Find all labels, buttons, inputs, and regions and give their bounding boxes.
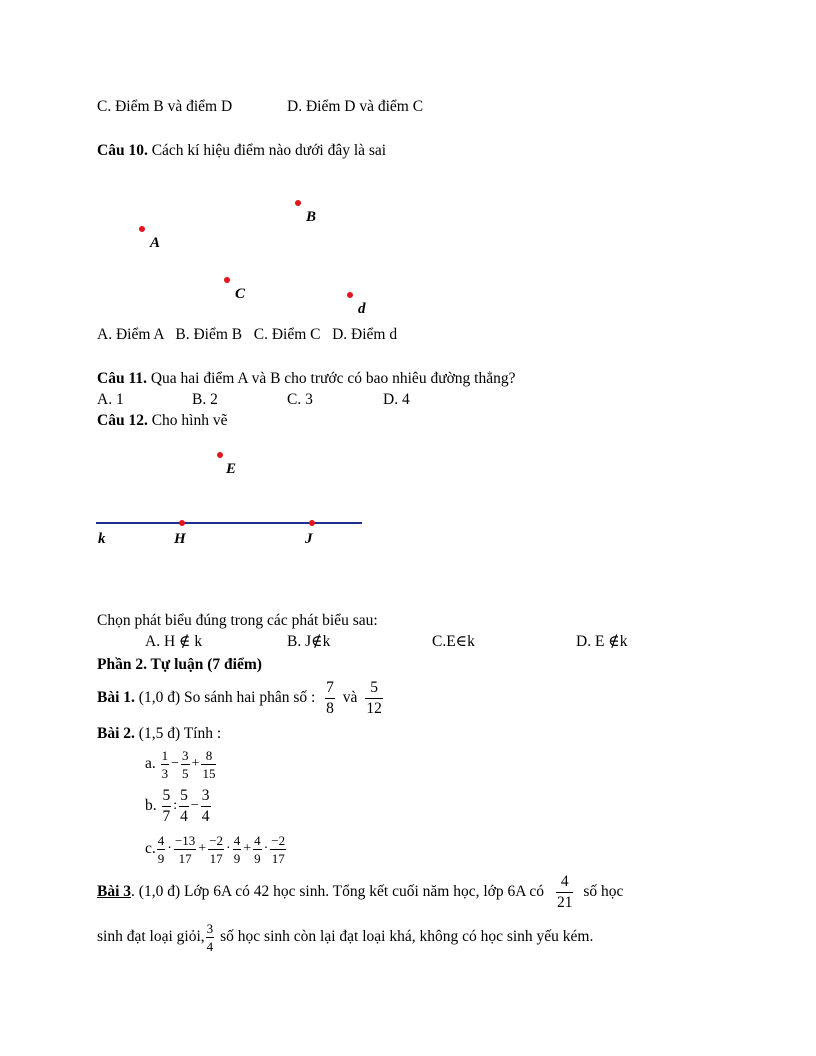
point-a-dot xyxy=(139,226,145,232)
numerator: 3 xyxy=(201,788,211,807)
bai1-fraction-2 xyxy=(365,680,383,716)
q10-text: Cách kí hiệu điểm nào dưới đây là sai xyxy=(151,142,387,159)
numerator: 4 xyxy=(254,832,261,848)
bai1-fraction-1 xyxy=(325,680,335,716)
fraction xyxy=(174,834,196,865)
q11-option-b: B. 2 xyxy=(192,391,218,408)
bai3-text-1: . (1,0 đ) Lớp 6A có 42 học sinh. Tổng kết cuối năm học, lớp 6A có xyxy=(131,883,545,900)
q11-label: Câu 11. xyxy=(97,370,147,387)
fraction xyxy=(181,749,190,780)
denominator: 9 xyxy=(157,850,165,866)
fraction xyxy=(201,788,211,824)
numerator: 4 xyxy=(233,832,241,848)
q10-label: Câu 10. xyxy=(97,142,148,159)
operator: − xyxy=(171,756,180,772)
denominator: 4 xyxy=(206,938,214,954)
bai1-text: (1,0 đ) So sánh hai phân số : xyxy=(138,689,316,706)
operator: : xyxy=(173,798,178,814)
q11-text: Qua hai điểm A và B cho trước có bao nhiêu đường thẳng? xyxy=(150,370,516,387)
operator: − xyxy=(190,798,199,814)
denominator: 4 xyxy=(180,807,188,825)
point-b-label: B xyxy=(306,209,317,225)
operator: · xyxy=(263,841,269,857)
denominator: 15 xyxy=(202,765,216,781)
numerator: −2 xyxy=(209,832,224,848)
q12-label: Câu 12. xyxy=(97,412,148,429)
numerator: −2 xyxy=(271,832,286,848)
point-h-dot xyxy=(179,520,185,526)
bai1-label: Bài 1. xyxy=(97,689,135,706)
q11-option-d: D. 4 xyxy=(383,391,410,408)
denominator: 12 xyxy=(366,699,382,717)
fraction xyxy=(201,749,216,780)
bai3-line-2 xyxy=(97,917,593,957)
bai3-text-3: sinh đạt loại giỏi, xyxy=(97,928,205,945)
operator: · xyxy=(226,841,231,857)
point-a-label: A xyxy=(150,235,161,251)
bai2-header xyxy=(97,725,221,743)
numerator: 5 xyxy=(365,680,383,699)
numerator: −13 xyxy=(174,832,196,848)
operator: + xyxy=(243,841,252,857)
part2-title-text: Phần 2. Tự luận (7 điểm) xyxy=(97,656,262,673)
part2-title xyxy=(97,656,262,674)
fraction xyxy=(208,834,224,865)
q12-prompt: Chọn phát biểu đúng trong các phát biểu sau: xyxy=(97,612,378,629)
point-h-label: H xyxy=(174,531,186,547)
bai2-label: Bài 2. xyxy=(97,725,135,742)
numerator: 5 xyxy=(162,788,172,807)
q12-text: Cho hình vẽ xyxy=(151,412,228,429)
q9-option-c: C. Điểm B và điểm D xyxy=(97,98,233,115)
bai2-text: (1,5 đ) Tính : xyxy=(138,725,222,742)
numerator: 5 xyxy=(179,788,189,807)
denominator: 3 xyxy=(161,765,169,781)
denominator: 8 xyxy=(326,699,334,717)
fraction xyxy=(161,749,170,780)
q12-question xyxy=(97,412,227,430)
fraction xyxy=(162,788,172,824)
point-j-label: J xyxy=(305,531,313,547)
bai3-fraction-1 xyxy=(556,874,574,910)
bai3-label: Bài 3 xyxy=(97,883,132,900)
bai2-c xyxy=(145,831,287,867)
fraction xyxy=(157,834,166,865)
denominator: 9 xyxy=(254,850,261,866)
numerator: 4 xyxy=(157,832,165,848)
bai2-a-label: a. xyxy=(145,755,156,772)
q12-option-a: A. H ∉ k xyxy=(145,633,203,650)
denominator: 5 xyxy=(182,765,189,781)
point-d-dot xyxy=(347,292,353,298)
denominator: 17 xyxy=(209,850,223,866)
operator: + xyxy=(191,756,200,772)
q12-option-b: B. J∉k xyxy=(287,633,331,650)
fraction xyxy=(270,834,286,865)
bai2-a xyxy=(145,746,217,782)
q12-option-d: D. E ∉k xyxy=(576,633,628,650)
fraction xyxy=(179,788,189,824)
line-k xyxy=(96,522,362,524)
operator: + xyxy=(198,841,207,857)
point-e-dot xyxy=(217,452,223,458)
bai1-and: và xyxy=(342,689,358,706)
denominator: 17 xyxy=(178,850,192,866)
bai2-c-label: c. xyxy=(145,840,156,857)
point-e-label: E xyxy=(226,461,237,477)
denominator: 7 xyxy=(162,807,171,825)
q10-question xyxy=(97,142,386,160)
denominator: 17 xyxy=(271,850,285,866)
operator: · xyxy=(167,841,172,857)
q11-option-a: A. 1 xyxy=(97,391,124,408)
point-b-dot xyxy=(295,200,301,206)
bai3-fraction-2 xyxy=(206,922,215,953)
numerator: 3 xyxy=(206,920,214,936)
bai3-text-2: số học xyxy=(583,883,624,900)
bai1 xyxy=(97,678,384,718)
numerator: 3 xyxy=(182,747,189,763)
bai3-text-4: số học sinh còn lại đạt loại khá, không có học sinh yếu kém. xyxy=(220,928,594,945)
bai2-b xyxy=(145,788,212,824)
line-k-label: k xyxy=(98,531,106,547)
fraction xyxy=(233,834,242,865)
numerator: 8 xyxy=(201,749,216,765)
point-d-label: d xyxy=(358,301,366,317)
q9-option-d: D. Điểm D và điểm C xyxy=(287,98,424,115)
q10-options: A. Điểm A B. Điểm B C. Điểm C D. Điểm d xyxy=(97,326,398,343)
denominator: 4 xyxy=(201,807,210,825)
numerator: 7 xyxy=(325,680,335,699)
bai2-b-label: b. xyxy=(145,797,157,814)
point-c-label: C xyxy=(235,286,246,302)
point-c-dot xyxy=(224,277,230,283)
point-j-dot xyxy=(309,520,315,526)
fraction xyxy=(253,834,262,865)
denominator: 9 xyxy=(233,850,241,866)
q11-option-c: C. 3 xyxy=(287,391,313,408)
numerator: 1 xyxy=(161,747,169,763)
denominator: 21 xyxy=(556,893,573,911)
q11-question xyxy=(97,370,515,388)
numerator: 4 xyxy=(556,874,574,893)
q12-option-c: C.E∈k xyxy=(432,633,475,650)
bai3-line-1 xyxy=(97,872,623,912)
